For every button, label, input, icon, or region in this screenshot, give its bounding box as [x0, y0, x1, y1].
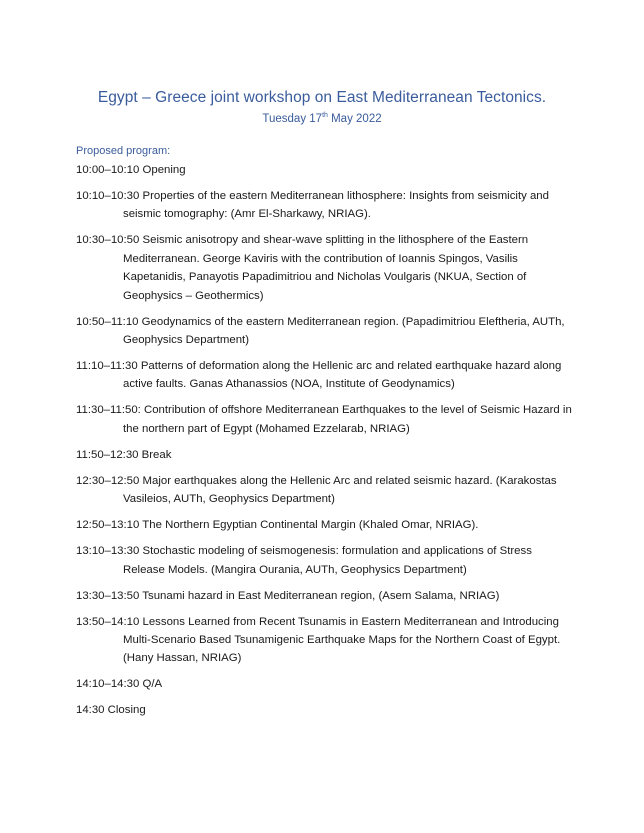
- program-item: 14:10–14:30 Q/A: [76, 678, 163, 691]
- program-item: 13:30–13:50 Tsunami hazard in East Mediterranean region, (Asem Salama, NRIAG): [76, 589, 500, 602]
- program-item: 10:00–10:10 Opening: [76, 164, 186, 176]
- program-item: 12:30–12:50 Major earthquakes along the Hellenic Arc and related seismic hazard. (Karakostas Vasileios, AUTh, Geophysics Department): [76, 474, 557, 506]
- program-item: 14:30 Closing: [76, 704, 146, 717]
- program-item: 12:50–13:10 The Northern Egyptian Continental Margin (Khaled Omar, NRIAG).: [76, 519, 479, 532]
- program-item: 10:50–11:10 Geodynamics of the eastern Mediterranean region. (Papadimitriou Eleftheria, AUTh, Geophysics Department): [76, 315, 565, 347]
- date-ordinal-suffix: th: [322, 112, 328, 120]
- program-item: 10:30–10:50 Seismic anisotropy and shear-wave splitting in the lithosphere of the Eastern Mediterranean. George Kaviris with the contribution of Ioannis Spingos, Vasilis Kapetanidis, Panayotis Papadimitriou and Nicholas Voulgaris (NKUA, Section of Geophysics – Geothermics): [76, 234, 529, 302]
- workshop-date: [0, 113, 644, 125]
- date-suffix: May 2022: [327, 113, 382, 125]
- workshop-title: Egypt – Greece joint workshop on East Mediterranean Tectonics.: [97, 89, 547, 106]
- program-item: 13:50–14:10 Lessons Learned from Recent Tsunamis in Eastern Mediterranean and Introducing Multi-Scenario Based Tsunamigenic Earthquake Maps for the Northern Coast of Egypt. (Hany Hassan, NRIAG): [76, 615, 561, 665]
- date-prefix: Tuesday 17: [262, 113, 323, 125]
- program-item: 11:30–11:50: Contribution of offshore Mediterranean Earthquakes to the level of Seismic Hazard in the northern part of Egypt (Mohamed Ezzelarab, NRIAG): [76, 404, 572, 435]
- program-item: 10:10–10:30 Properties of the eastern Mediterranean lithosphere: Insights from seismicity and seismic tomography: (Amr El-Sharkawy, NRIAG).: [76, 190, 549, 221]
- program-heading: Proposed program:: [76, 145, 171, 157]
- program-item: 11:10–11:30 Patterns of deformation along the Hellenic arc and related earthquake hazard along active faults. Ganas Athanassios (NOA, Institute of Geodynamics): [76, 360, 562, 391]
- program-list: [76, 161, 576, 720]
- program-item: 11:50–12:30 Break: [76, 448, 172, 461]
- program-item: 13:10–13:30 Stochastic modeling of seismogenesis: formulation and applications of Stress Release Models. (Mangira Ourania, AUTh, Geophysics Department): [76, 545, 532, 576]
